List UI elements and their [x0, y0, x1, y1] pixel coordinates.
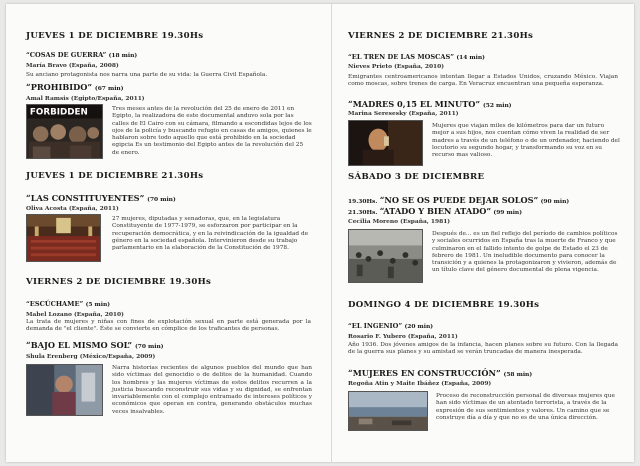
film-meta: Nieves Prieto (España, 2010) [348, 63, 445, 70]
film-meta: Marina Seresesky (España, 2011) [348, 110, 459, 117]
film-description: Año 1936. Dos jóvenes amigos de la infancia, hacen planes sobre su futuro. Con la llegada de la guerra sus planes y su amistad se verán truncadas de manera inesperada. [348, 342, 618, 356]
film-title-el-ingenio: “EL INGENIO” (20 min) [348, 322, 434, 330]
program-sheet [6, 4, 634, 462]
film-title-atado-y-bien-atado: 21.30Hs. “ATADO Y BIEN ATADO” (99 min) [348, 206, 522, 216]
film-meta: Rosario F. Yubero (España, 2011) [348, 333, 458, 340]
film-meta: Mabel Lozano (España, 2010) [26, 311, 124, 318]
film-meta: Regoña Atin y Maite Ibáñez (España, 2009) [348, 380, 492, 387]
day-heading: SÁBADO 3 DE DICIEMBRE [348, 172, 485, 182]
film-title-no-se-os-puede-dejar-solos: 19.30Hs. “NO SE OS PUEDE DEJAR SOLOS” (90 min) [348, 195, 570, 205]
film-still-madres-0-15-el-minuto [348, 120, 423, 166]
film-meta: Shula Erenberg (México/España, 2009) [26, 353, 156, 360]
film-still-prohibido [26, 104, 103, 159]
day-heading: JUEVES 1 DE DICIEMBRE 21.30Hs [26, 171, 204, 181]
film-still-mujeres-en-construccion [348, 391, 428, 431]
film-still-bajo-el-mismo-sol [26, 364, 103, 416]
film-title-el-tren-de-las-moscas: “EL TREN DE LAS MOSCAS” (14 min) [348, 53, 485, 61]
film-title-mujeres-en-construccion: “MUJERES EN CONSTRUCCIÓN” (58 min) [348, 368, 533, 378]
film-title-prohibido: “PROHIBIDO” (67 min) [26, 82, 124, 92]
film-description: Narra historias recientes de algunos pueblos del mundo que han sido víctimas del genocidio o de delitos de la humanidad. Cuando los hombres y las mujeres víctimas de estos delitos recurren a la justicia buscando reconstruir sus vidas y su dignidad, se enfrentan invariablemente con el complejo entramado de intereses políticos y económicos que operan en contra, generando obstáculos muchas veces insalvables. [112, 365, 312, 415]
day-heading: JUEVES 1 DE DICIEMBRE 19.30Hs [26, 31, 204, 41]
film-description: Proceso de reconstrucción personal de diversas mujeres que han sido víctimas de un atentado terrorista, a través de la expresión de sus sentimientos y valores. Un camino que se construye día a día y que no es de una única dirección. [436, 393, 615, 421]
film-meta: Cecilia Moreno (España, 1981) [348, 218, 451, 225]
film-description: Después de... es un fiel reflejo del período de cambios políticos y sociales ocurridos en España tras la muerte de Franco y que culminaron en el fallido intento de golpe de Estado el 23 de febrero de 1981. Un ineludible documento para conocer la transición y a quienes la protagonizaron y vivieron, además de un título clave del género documental de plena vigencia. [432, 231, 618, 274]
film-title-bajo-el-mismo-sol: “BAJO EL MISMO SOL” (70 min) [26, 340, 164, 350]
film-title-cosas-de-guerra: “COSAS DE GUERRA” (18 min) [26, 51, 138, 59]
film-description: La trata de mujeres y niñas con fines de explotación sexual en parte está generada por la demanda de "el cliente". Éste se convierte en cómplice de los traficantes de personas. [26, 319, 311, 333]
film-title-madres-0-15-el-minuto: “MADRES 0,15 EL MINUTO” (52 min) [348, 99, 512, 109]
film-description: Mujeres que viajan miles de kilómetros para dar un futuro mejor a sus hijos, nos cuentan cómo viven la realidad de ser madres a través de un teléfono o de un ordenador, haciendo del locutorio su segundo hogar, y transformando su voz en su recurso mas valioso. [432, 123, 620, 159]
poster-title: FORBIDDEN [29, 107, 88, 118]
film-description: 27 mujeres, diputadas y senadoras, que, en la legislatura Constituyente de 1977-1979, se esforzaron por participar en la recuperación democrática, y en la reivindicación de la igualdad de género en la sociedad española. Intervinieron desde su trabajo parlamentario en la elaboración de la Constitución de 1978. [112, 216, 309, 252]
film-still-atado-y-bien-atado [348, 229, 423, 283]
film-description: Su anciano protagonista nos narra una parte de su vida: la Guerra Civil Española. [26, 72, 268, 78]
film-description: Tres meses antes de la revolución del 25 de enero de 2011 en Egipto, la realizadora de este documental anduvo sola por las calles de El Cairo con su cámara, filmando a escondidas lejos de los ojos de la policía y buscando refugio en casas de amigos, quienes le hablaron sobre todo aquello que está prohibido en la sociedad egipcia Es un testimonio del Egipto antes de la revolución del 25 de enero. [112, 106, 312, 156]
day-heading: VIERNES 2 DE DICIEMBRE 21.30Hs [348, 31, 534, 41]
film-description: Emigrantes centroamericanos intentan llegar a Estados Unidos, cruzando México. Viajan como moscas, sobre trenes de carga. En Veracruz encuentran una pequeña esperanza. [348, 74, 618, 88]
day-heading: VIERNES 2 DE DICIEMBRE 19.30Hs [26, 277, 212, 287]
film-title-las-constituyentes: “LAS CONSTITUYENTES” (70 min) [26, 193, 176, 203]
film-meta: Oliva Acosta (España, 2011) [26, 205, 119, 212]
film-meta: Amal Ramsis (Egipto/España, 2011) [26, 95, 145, 102]
day-heading: DOMINGO 4 DE DICIEMBRE 19.30Hs [348, 300, 540, 310]
page-fold [331, 4, 332, 462]
film-still-las-constituyentes [26, 214, 101, 262]
film-title-escuchame: “ESCÚCHAME” (5 min) [26, 300, 111, 308]
film-meta: María Bravo (España, 2008) [26, 62, 119, 69]
